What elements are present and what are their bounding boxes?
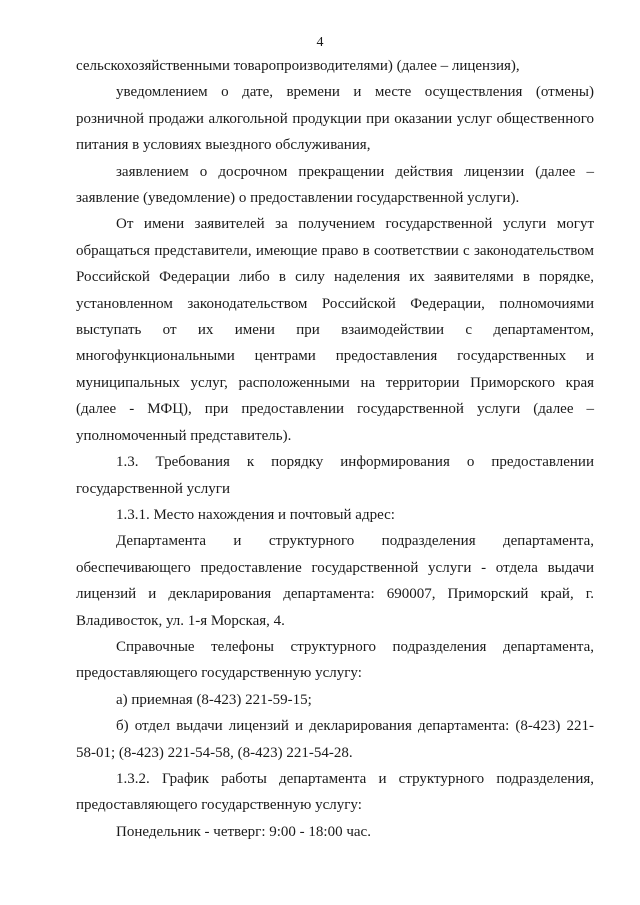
section-heading-1-3-2: 1.3.2. График работы департамента и структурного подразделения, предоставляющего государственную услугу: (76, 770, 594, 814)
section-heading-1-3-1: 1.3.1. Место нахождения и почтовый адрес: (116, 506, 395, 523)
paragraph-department-address: Департамента и структурного подразделения департамента, обеспечивающего предоставление государственной услуги - отдела выдачи лицензий и декларирования департамента: 690007, Приморский край, г. Владивосток, ул. 1-я Морская, 4. (76, 533, 594, 629)
section-heading-1-3: 1.3. Требования к порядку информирования о предоставлении государственной услуги (76, 454, 594, 497)
list-item-licensing-department-phones: б) отдел выдачи лицензий и декларирования департамента: (8-423) 221-58-01; (8-423) 221-54-58, (8-423) 221-54-28. (76, 718, 594, 761)
paragraph-reference-phones: Справочные телефоны структурного подразделения департамента, предоставляющего государственную услугу: (76, 638, 594, 682)
paragraph-notification-sale: уведомлением о дате, времени и месте осуществления (отмены) розничной продажи алкогольной продукции при оказании услуг общественного питания в условиях выездного обслуживания, (76, 84, 594, 154)
document-body (76, 53, 594, 845)
paragraph-working-hours: Понедельник - четверг: 9:00 - 18:00 час. (116, 823, 371, 840)
paragraph-license-continuation: сельскохозяйственными товаропроизводителями) (далее – лицензия), (76, 58, 520, 74)
list-item-reception-phone: а) приемная (8-423) 221-59-15; (116, 691, 312, 708)
paragraph-authorized-representative: От имени заявителей за получением государственной услуги могут обращаться представители, имеющие право в соответствии с законодательством Российской Федерации либо в силу наделения их заявителями в порядке, установленном законодательством Российской Федерации, полномочиями выступать от их имени при взаимодействии с департаментом, многофункциональными центрами предоставления государственных и муниципальных услуг, расположенными на территории Приморского края (далее - МФЦ), при предоставлении государственной услуги (далее – уполномоченный представитель). (76, 216, 594, 444)
paragraph-early-termination: заявлением о досрочном прекращении действия лицензии (далее – заявление (уведомление) о предоставлении государственной услуги). (76, 163, 594, 207)
page-number: 4 (316, 35, 324, 50)
